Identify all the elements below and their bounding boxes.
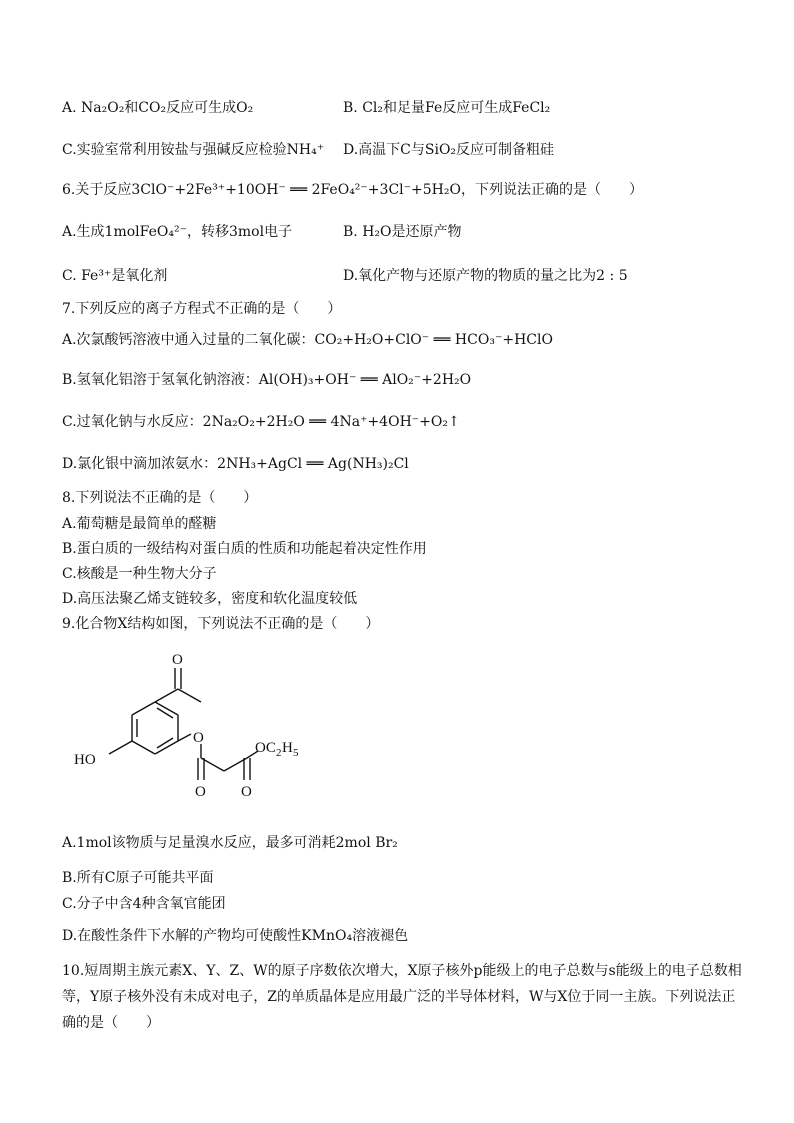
atom-o-top: O	[172, 652, 183, 668]
atom-h-subscript: 5	[293, 747, 299, 759]
q6-stem: 6.关于反应3ClO⁻+2Fe³⁺+10OH⁻ ══ 2FeO₄²⁻+3Cl⁻+5H₂O，下列说法正确的是（ ）	[62, 182, 643, 198]
q8-stem: 8.下列说法不正确的是（ ）	[62, 490, 258, 506]
atom-h: H	[282, 740, 293, 756]
q5-option-d: D.高温下C与SiO₂反应可制备粗硅	[343, 142, 555, 158]
q10-stem: 10.短周期主族元素X、Y、Z、W的原子序数依次增大，X原子核外p能级上的电子总数与s能级上的电子总数相等，Y原子核外没有未成对电子，Z的单质晶体是应用最广泛的半导体材料，W与X位于同一主族。下列说法正确的是（ ）	[62, 963, 742, 1031]
q6-option-a: A.生成1molFeO₄²⁻，转移3mol电子	[62, 224, 293, 240]
ring-double-3	[157, 708, 173, 718]
atom-oc: OC	[255, 740, 276, 756]
structure-diagram	[62, 640, 302, 820]
q6-option-c: C. Fe³⁺是氧化剂	[62, 268, 168, 284]
atom-o-right: O	[241, 784, 252, 800]
q8-option-d: D.高压法聚乙烯支链较多，密度和软化温度较低	[62, 591, 358, 607]
q5-option-a: A. Na₂O₂和CO₂反应可生成O₂	[62, 100, 254, 116]
q9-option-b: B.所有C原子可能共平面	[62, 870, 214, 886]
q7-option-b: B.氢氧化铝溶于氢氧化钠溶液：Al(OH)₃+OH⁻ ══ AlO₂⁻+2H₂O	[62, 372, 472, 388]
ring-double-2	[157, 738, 173, 748]
q8-option-a: A.葡萄糖是最简单的醛糖	[62, 516, 217, 532]
q9-option-a: A.1mol该物质与足量溴水反应，最多可消耗2mol Br₂	[62, 835, 398, 851]
ring-bond-3	[132, 741, 155, 754]
atom-ho: HO	[74, 752, 96, 768]
q5-option-c: C.实验室常利用铵盐与强碱反应检验NH₄⁺	[62, 142, 325, 158]
q7-option-d: D.氯化银中滴加浓氨水：2NH₃+AgCl ══ Ag(NH₃)₂Cl	[62, 456, 409, 472]
q8-option-c: C.核酸是一种生物大分子	[62, 566, 217, 582]
q7-option-a: A.次氯酸钙溶液中通入过量的二氧化碳：CO₂+H₂O+ClO⁻ ══ HCO₃⁻+HClO	[62, 332, 553, 348]
methyl-bond	[178, 689, 201, 702]
q9-option-c: C.分子中含4种含氧官能团	[62, 896, 226, 912]
atom-c-subscript: 2	[276, 747, 282, 759]
hydroxyl-bond	[109, 741, 132, 754]
q9-stem: 9.化合物X结构如图，下列说法不正确的是（ ）	[62, 616, 380, 632]
q8-option-b: B.蛋白质的一级结构对蛋白质的性质和功能起着决定性作用	[62, 541, 427, 557]
q7-stem: 7.下列反应的离子方程式不正确的是（ ）	[62, 301, 342, 317]
ring-bond-1	[132, 702, 155, 715]
q7-option-c: C.过氧化钠与水反应：2Na₂O₂+2H₂O ══ 4Na⁺+4OH⁻+O₂↑	[62, 414, 460, 430]
atom-o-left: O	[195, 784, 206, 800]
q6-option-b: B. H₂O是还原产物	[343, 224, 462, 240]
ether-bond-1	[178, 734, 191, 741]
q6-option-d: D.氧化产物与还原产物的物质的量之比为2 : 5	[343, 268, 628, 284]
q5-option-b: B. Cl₂和足量Fe反应可生成FeCl₂	[343, 100, 551, 116]
atom-o-ether: O	[193, 730, 204, 746]
q9-option-d: D.在酸性条件下水解的产物均可使酸性KMnO₄溶液褪色	[62, 928, 409, 944]
acetyl-bond	[155, 689, 178, 702]
compound-x-structure	[62, 640, 302, 820]
